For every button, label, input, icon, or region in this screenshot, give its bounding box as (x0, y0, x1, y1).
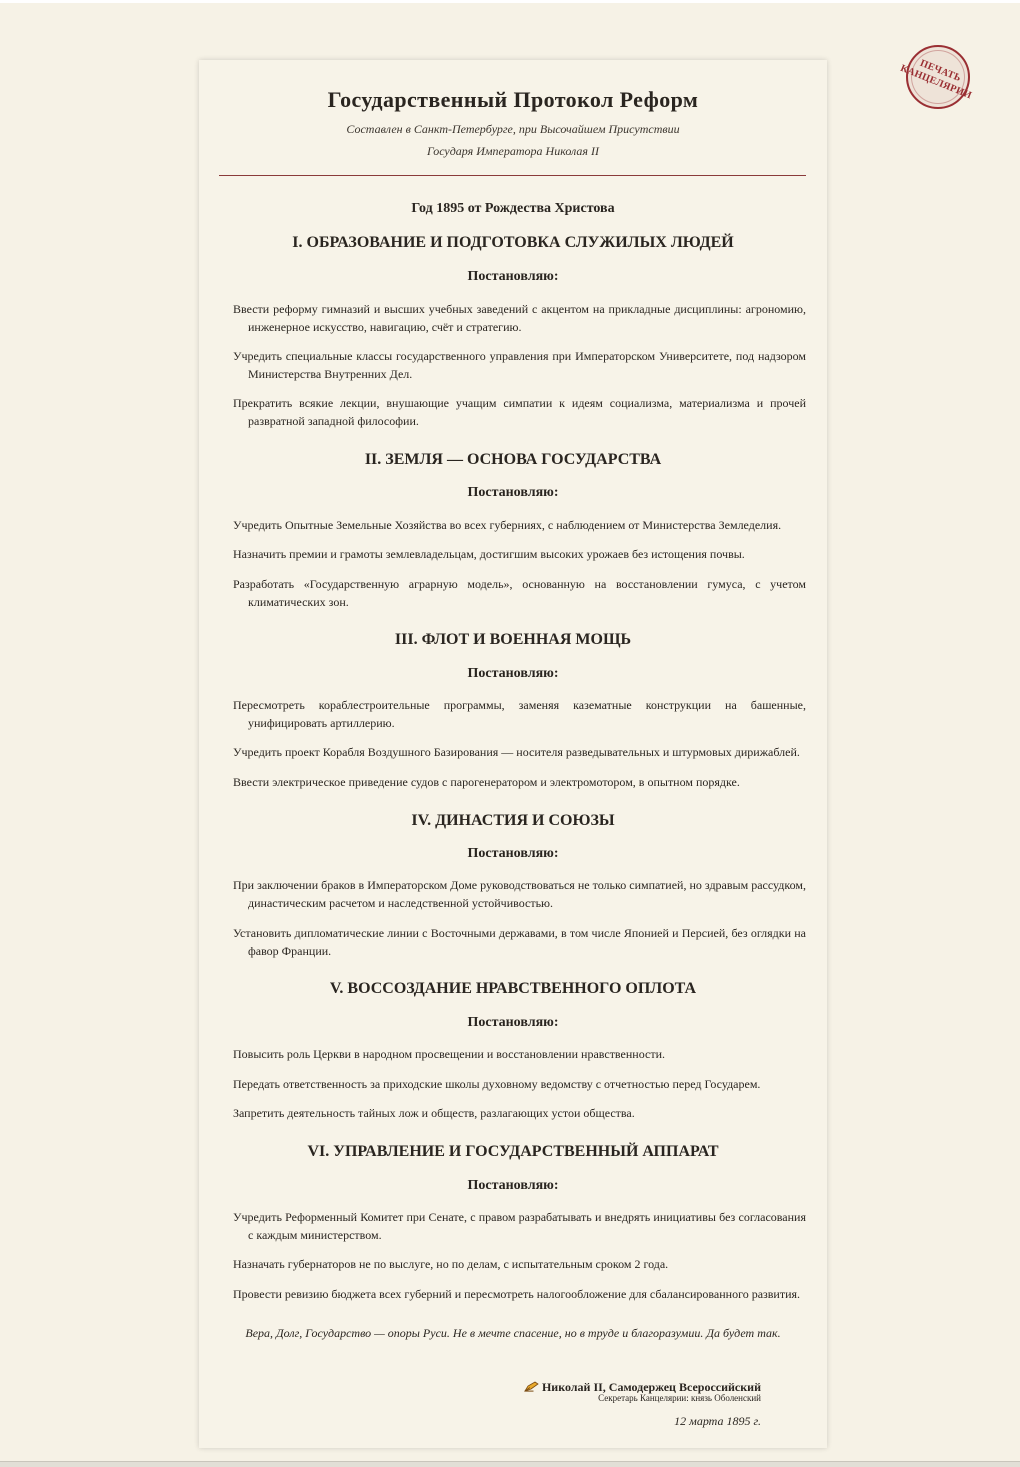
section-decree: Постановляю: (467, 269, 559, 284)
signer-name: Николай II, Самодержец Всероссийский (541, 1380, 761, 1394)
section-decree: Постановляю: (467, 485, 559, 500)
document-title: Государственный Протокол Реформ (327, 87, 699, 112)
section-item: Пересмотреть кораблестроительные программы, заменяя казематные конструкции на башенные, унифицировать артиллерию. (233, 698, 806, 730)
closing-motto: Вера, Долг, Государство — опоры Руси. Не в мечте спасение, но в труде и благоразумии. Да будет так. (245, 1326, 781, 1340)
section-item: Учредить Реформенный Комитет при Сенате, с правом разрабатывать и внедрять инициативы без согласования с каждым министерством. (233, 1210, 806, 1242)
section-item: При заключении браков в Императорском Доме руководствоваться не только симпатией, но здравым рассудком, династическим расчетом и наследственной устойчивостью. (233, 878, 806, 910)
section-title: II. ЗЕМЛЯ — ОСНОВА ГОСУДАРСТВА (364, 451, 662, 468)
signature-line (524, 1380, 761, 1394)
section-item: Установить дипломатические линии с Восточными державами, в том числе Японией и Персией, без оглядки на фавор Франции. (233, 926, 806, 958)
section-item: Передать ответственность за приходские школы духовному ведомству с отчетностью перед Государем. (233, 1077, 761, 1091)
section-title: III. ФЛОТ И ВОЕННАЯ МОЩЬ (394, 631, 632, 648)
section-item: Учредить специальные классы государственного управления при Императорском Университете, под надзором Министерства Внутренних Дел. (233, 349, 806, 381)
section-decree: Постановляю: (467, 666, 559, 681)
section-item: Разработать «Государственную аграрную модель», основанную на восстановлении гумуса, с учетом климатических зон. (233, 577, 806, 609)
section-item: Учредить проект Корабля Воздушного Базирования — носителя разведывательных и штурмовых дирижаблей. (233, 745, 800, 759)
chancellery-seal-stamp (898, 45, 974, 109)
section-item: Назначить премии и грамоты землевладельцам, достигшим высоких урожаев без истощения почвы. (233, 547, 745, 561)
bottom-strip (0, 1461, 1020, 1467)
section-title: I. ОБРАЗОВАНИЕ И ПОДГОТОВКА СЛУЖИЛЫХ ЛЮДЕЙ (292, 234, 734, 251)
section-title: VI. УПРАВЛЕНИЕ И ГОСУДАРСТВЕННЫЙ АППАРАТ (307, 1143, 719, 1160)
section-item: Прекратить всякие лекции, внушающие учащим симпатии к идеям социализма, материализма и прочей развратной западной философии. (233, 396, 806, 428)
document-sheet (199, 60, 827, 1448)
section-item: Учредить Опытные Земельные Хозяйства во всех губерниях, с наблюдением от Министерства Земледелия. (233, 518, 782, 532)
title-divider (219, 175, 806, 176)
section-item: Ввести электрическое приведение судов с парогенератором и электромотором, в опытном порядке. (233, 775, 740, 789)
section-decree: Постановляю: (467, 846, 559, 861)
document-subtitle-line-1: Составлен в Санкт-Петербурге, при Высочайшем Присутствии (346, 122, 680, 136)
section-item: Назначать губернаторов не по выслуге, но по делам, с испытательным сроком 2 года. (233, 1257, 669, 1271)
secretary-name: Секретарь Канцелярии: князь Оболенский (598, 1393, 761, 1403)
top-strip (0, 0, 1020, 3)
section-item: Запретить деятельность тайных лож и обществ, разлагающих устои общества. (233, 1106, 635, 1120)
section-item: Ввести реформу гимназий и высших учебных заведений с акцентом на прикладные дисциплины: агрономию, инженерное искусство, навигацию, счёт и стратегию. (233, 302, 806, 334)
document-year: Год 1895 от Рождества Христова (411, 201, 615, 216)
document-subtitle-line-2: Государя Императора Николая II (426, 144, 600, 158)
seal-text: ПЕЧАТЬ КАНЦЕЛЯРИИ (898, 57, 974, 102)
quill-icon (524, 1381, 539, 1392)
signature-block (524, 1380, 761, 1429)
section-decree: Постановляю: (467, 1015, 559, 1030)
section-title: IV. ДИНАСТИЯ И СОЮЗЫ (411, 812, 615, 829)
section-item: Провести ревизию бюджета всех губерний и пересмотреть налогообложение для сбалансированного развития. (233, 1287, 801, 1301)
signature-date: 12 марта 1895 г. (674, 1414, 761, 1428)
section-decree: Постановляю: (467, 1178, 559, 1193)
section-title: V. ВОССОЗДАНИЕ НРАВСТВЕННОГО ОПЛОТА (329, 980, 697, 997)
section-item: Повысить роль Церкви в народном просвещении и восстановлении нравственности. (233, 1047, 665, 1061)
